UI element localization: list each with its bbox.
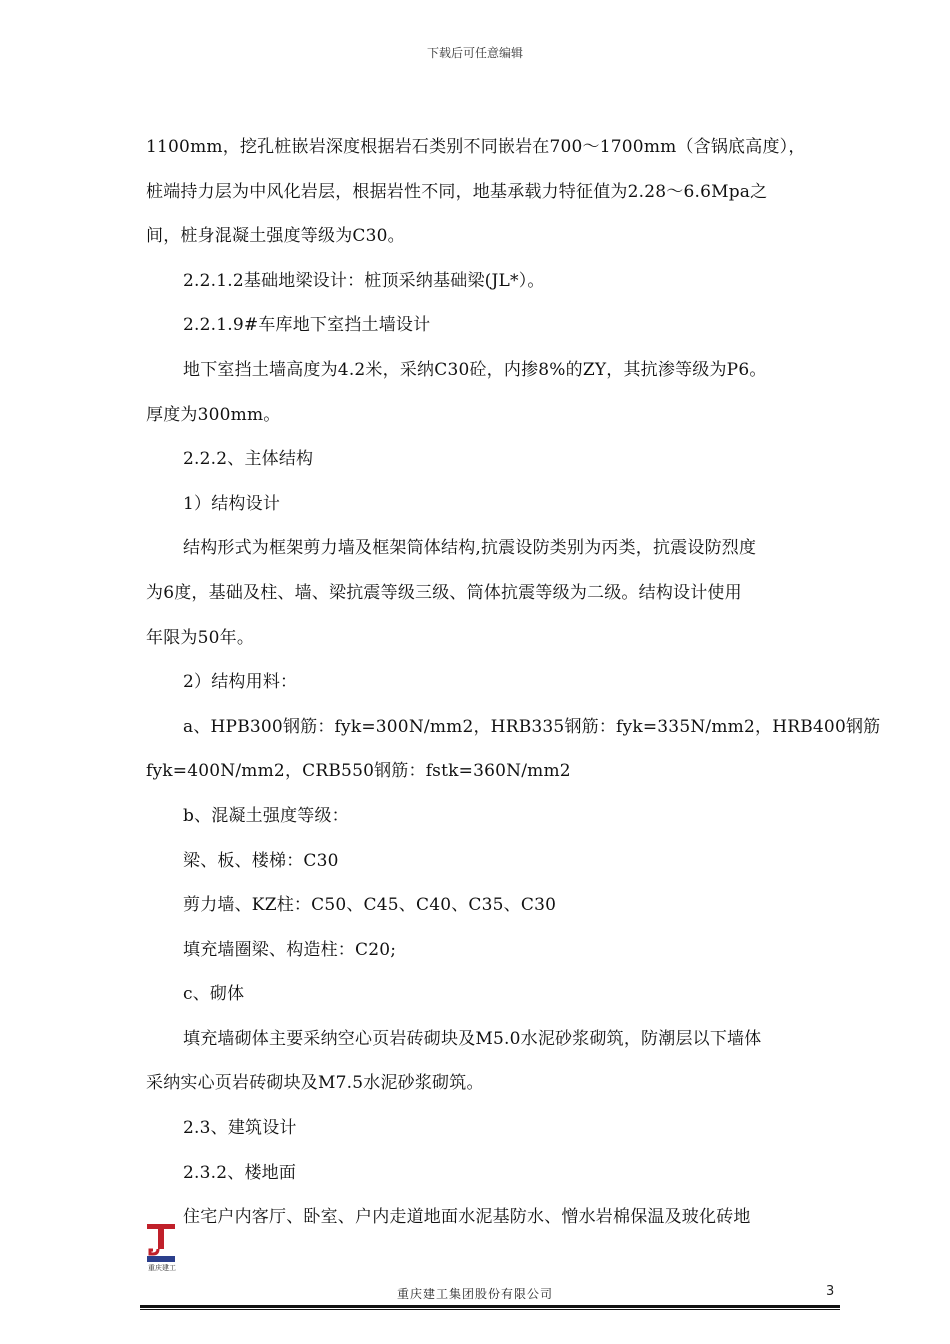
- body-line: 2.2.1.9#车库地下室挡土墙设计: [183, 315, 431, 336]
- body-line: 为6度，基础及柱、墙、梁抗震等级三级、筒体抗震等级为二级。结构设计使用: [146, 582, 742, 603]
- footer-rule-thin: [140, 1309, 840, 1310]
- company-logo: [146, 1222, 176, 1268]
- page-number: 3: [826, 1284, 835, 1299]
- footer-rule-thick: [140, 1305, 840, 1308]
- body-line: c、砌体: [183, 984, 245, 1005]
- logo-text: 重庆建工: [148, 1264, 176, 1272]
- body-line: 2.2.2、主体结构: [183, 449, 314, 470]
- body-line: 地下室挡土墙高度为4.2米，采纳C30砼，内掺8%的ZY，其抗渗等级为P6。: [183, 359, 767, 380]
- body-line: 年限为50年。: [146, 627, 255, 648]
- body-line: 采纳实心页岩砖砌块及M7.5水泥砂浆砌筑。: [146, 1073, 484, 1094]
- body-line: 填充墙砌体主要采纳空心页岩砖砌块及M5.0水泥砂浆砌筑，防潮层以下墙体: [183, 1028, 762, 1049]
- body-line: 梁、板、楼梯：C30: [183, 850, 339, 871]
- document-body: [146, 125, 881, 1240]
- body-line: a、HPB300钢筋：fyk=300N/mm2，HRB335钢筋：fyk=335N/mm2，HRB400钢筋: [183, 716, 881, 737]
- body-line: 结构形式为框架剪力墙及框架筒体结构,抗震设防类别为丙类，抗震设防烈度: [183, 538, 757, 559]
- body-line: b、混凝土强度等级：: [183, 805, 349, 826]
- body-line: 2.3.2、楼地面: [183, 1162, 297, 1183]
- body-line: 1100mm，挖孔桩嵌岩深度根据岩石类别不同嵌岩在700～1700mm（含锅底高度），: [146, 137, 806, 157]
- body-line: 2.3、建筑设计: [183, 1118, 297, 1139]
- body-line: 填充墙圈梁、构造柱：C20;: [183, 939, 397, 960]
- body-line: 厚度为300mm。: [146, 404, 281, 425]
- page-header: 下载后可任意编辑: [426, 46, 523, 60]
- body-line: 2.2.1.2基础地梁设计：桩顶采纳基础梁(JL*）。: [183, 270, 545, 291]
- body-line: 住宅户内客厅、卧室、户内走道地面水泥基防水、憎水岩棉保温及玻化砖地: [183, 1207, 751, 1228]
- body-line: 1）结构设计: [183, 493, 281, 514]
- footer-company-name: 重庆建工集团股份有限公司: [396, 1287, 553, 1301]
- body-line: fyk=400N/mm2，CRB550钢筋：fstk=360N/mm2: [146, 761, 571, 782]
- body-line: 2）结构用料：: [183, 672, 298, 693]
- body-line: 桩端持力层为中风化岩层，根据岩性不同，地基承载力特征值为2.28～6.6Mpa之: [146, 181, 768, 202]
- body-line: 间，桩身混凝土强度等级为C30。: [146, 226, 405, 247]
- body-line: 剪力墙、KZ柱：C50、C45、C40、C35、C30: [183, 895, 557, 916]
